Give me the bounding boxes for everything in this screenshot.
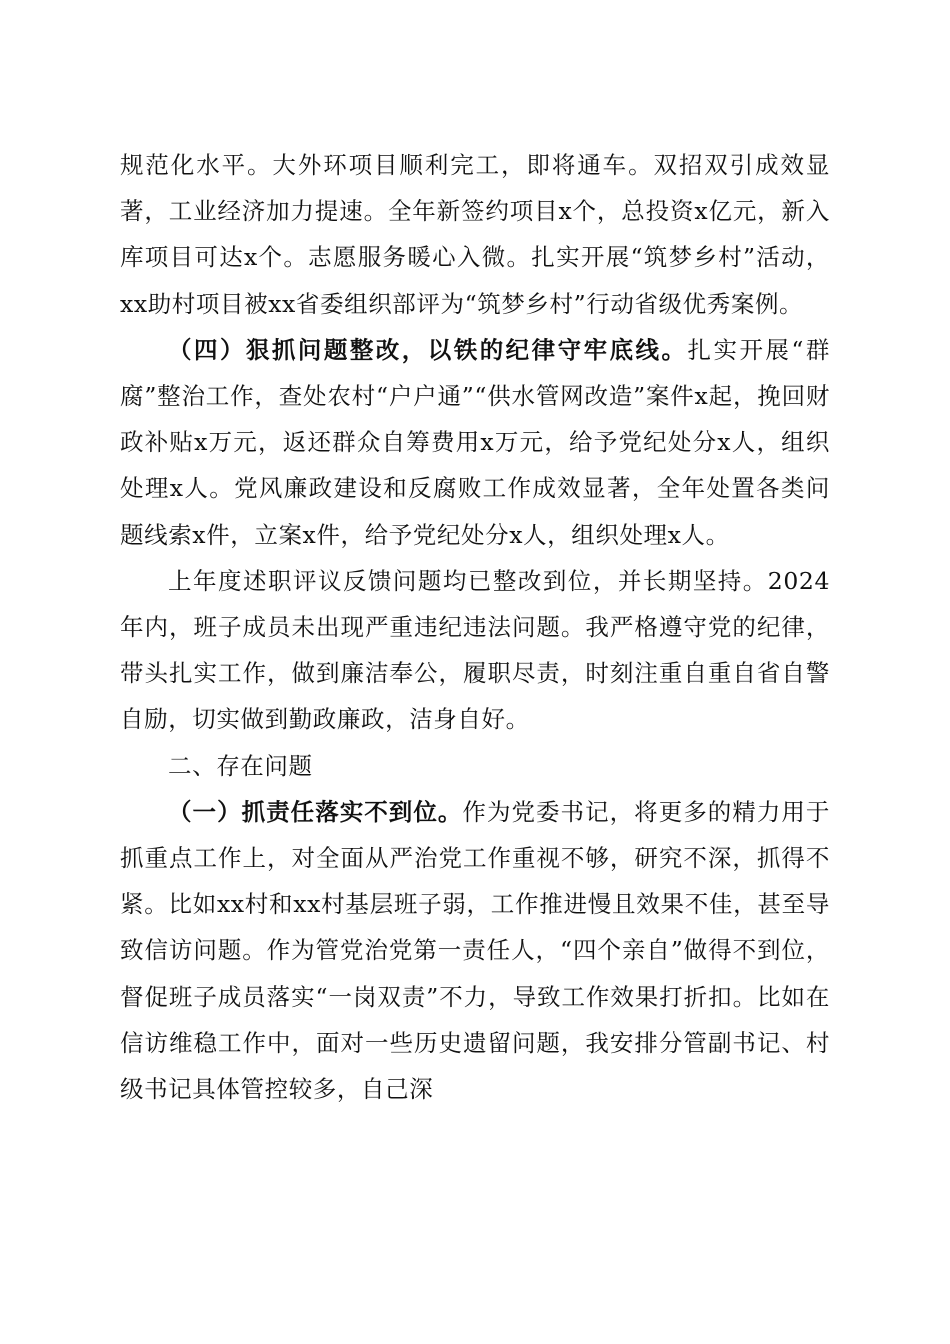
paragraph-3 [120,558,830,743]
paragraph-2 [120,327,830,558]
paragraph-2-lead: （四）狠抓问题整改，以铁的纪律守牢底线。 [168,335,688,364]
paragraph-2-text: 扎实开展“群腐”整治工作，查处农村“户户通”“供水管网改造”案件x起，挽回财政补贴x万元，返还群众自筹费用x万元，给予党纪处分x人，组织处理x人。党风廉政建设和反腐败工作成效显著，全年处置各类问题线索x件，立案x件，给予党纪处分x人，组织处理x人。 [120,335,830,549]
paragraph-4 [120,789,830,1112]
paragraph-4-lead: （一）抓责任落实不到位。 [168,797,463,826]
document-body [120,142,830,1112]
paragraph-1 [120,142,830,327]
paragraph-4-text: 作为党委书记，将更多的精力用于抓重点工作上，对全面从严治党工作重视不够，研究不深，抓得不紧。比如xx村和xx村基层班子弱，工作推进慢且效果不佳，甚至导致信访问题。作为管党治党第一责任人，“四个亲自”做得不到位，督促班子成员落实“一岗双责”不力，导致工作效果打折扣。比如在信访维稳工作中，面对一些历史遗留问题，我安排分管副书记、村级书记具体管控较多，自己深 [120,797,831,1104]
paragraph-3-text: 上年度述职评议反馈问题均已整改到位，并长期坚持。2024年内，班子成员未出现严重违纪违法问题。我严格遵守党的纪律，带头扎实工作，做到廉洁奉公，履职尽责，时刻注重自重自省自警自励，切实做到勤政廉政，洁身自好。 [120,566,830,734]
section-heading-problems: 二、存在问题 [168,751,313,780]
paragraph-1-text: 规范化水平。大外环项目顺利完工，即将通车。双招双引成效显著，工业经济加力提速。全年新签约项目x个，总投资x亿元，新入库项目可达x个。志愿服务暖心入微。扎实开展“筑梦乡村”活动，xx助村项目被xx省委组织部评为“筑梦乡村”行动省级优秀案例。 [120,151,830,318]
